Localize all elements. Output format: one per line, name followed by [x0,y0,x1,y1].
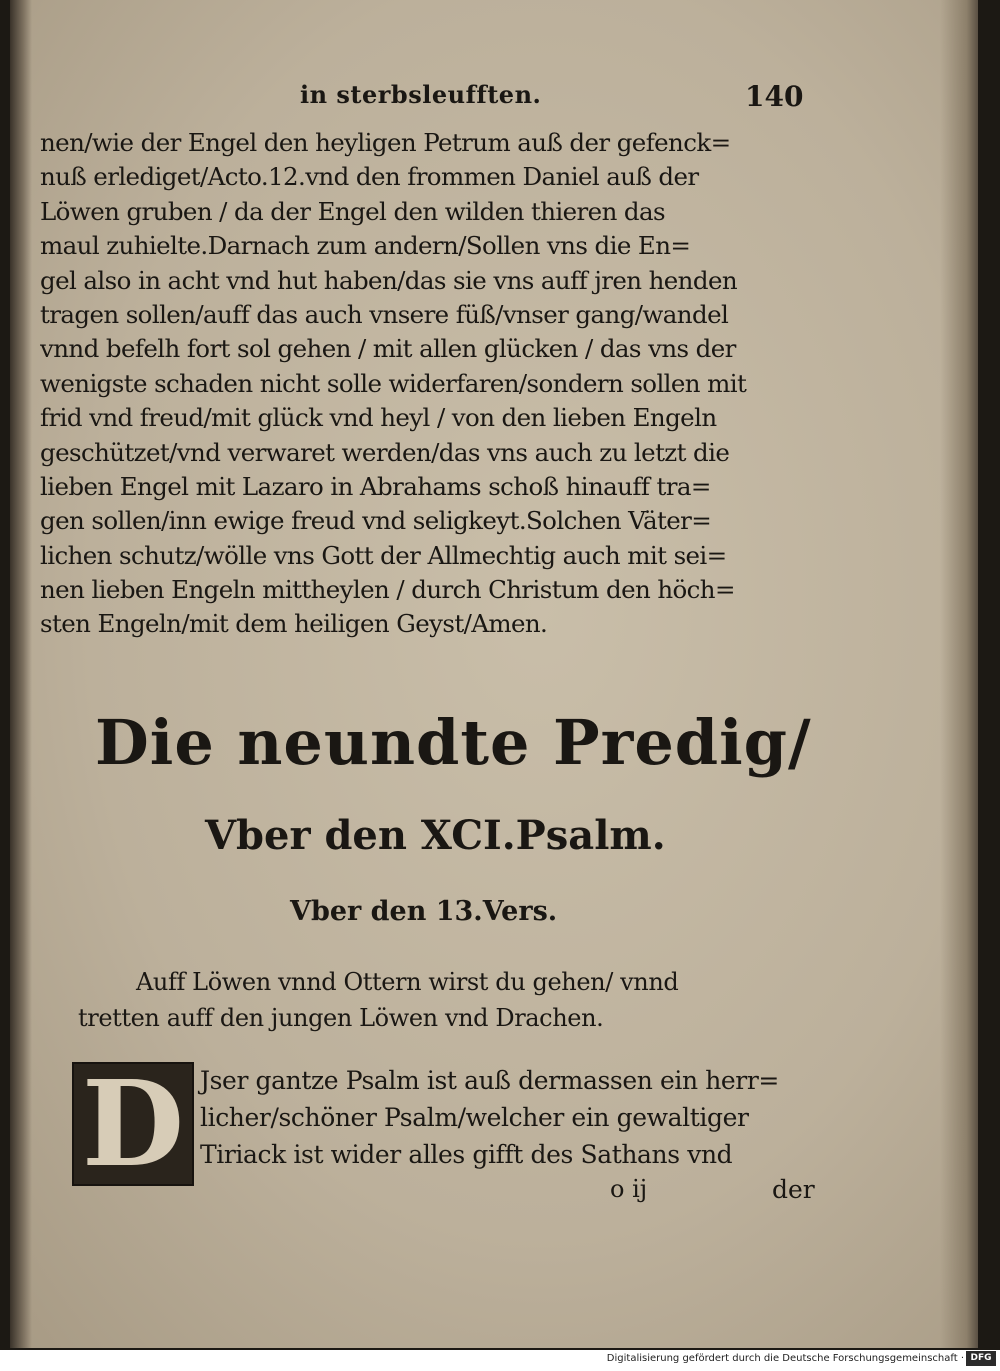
catchword: der [772,1175,815,1204]
folio-number: 140 [745,80,804,113]
text-line: geschützet/vnd verwaret werden/das vns auch zu letzt die [40,437,730,467]
text-line: maul zuhielte.Darnach zum andern/Sollen vns die En= [40,231,691,261]
text-line: nen lieben Engeln mittheylen / durch Christum den höch= [40,575,735,605]
initial-letter: D [81,1054,185,1193]
text-line: nen/wie der Engel den heyligen Petrum auß der gefenck= [40,128,731,157]
dfg-logo: DFG [966,1351,996,1366]
decorated-initial [72,1054,194,1193]
text-line: sten Engeln/mit dem heiligen Geyst/Amen. [40,609,548,639]
text-line: frid vnd freud/mit glück vnd heyl / von den lieben Engeln [40,403,717,433]
text-line: vnnd befelh fort sol gehen / mit allen glücken / das vns der [40,334,736,364]
text-line: gen sollen/inn ewige freud vnd seligkeyt.Solchen Väter= [40,506,712,536]
sermon-title: Die neundte Predig/ [95,706,812,779]
text-line: nuß erlediget/Acto.12.vnd den frommen Daniel auß der [40,162,699,192]
body-text [40,126,830,642]
opening-text [200,1062,840,1173]
text-line: Löwen gruben / da der Engel den wilden thieren das [40,196,665,226]
page-gutter-shadow [10,0,32,1348]
verse-line: Auff Löwen vnnd Ottern wirst du gehen/ vnnd [136,968,679,996]
text-line: tragen sollen/auff das auch vnsere füß/vnser gang/wandel [40,299,729,329]
verse-line: tretten auff den jungen Löwen vnd Drachen. [78,1004,604,1032]
footer-credit: Digitalisierung gefördert durch die Deutsche Forschungsgemeinschaft · [606,1353,964,1364]
text-line: gel also in acht vnd hut haben/das sie vns auff jren henden [40,265,738,295]
verse-label: Vber den 13.Vers. [290,896,558,927]
page-edge-shadow [940,0,978,1348]
opening-line: Tiriack ist wider alles gifft des Sathans vnd [200,1140,733,1169]
text-line: lieben Engel mit Lazaro in Abrahams schoß hinauff tra= [40,471,711,501]
opening-line: licher/schöner Psalm/welcher ein gewaltiger [200,1103,749,1132]
running-head: in sterbsleufften. [300,80,542,109]
text-line: wenigste schaden nicht solle widerfaren/sondern sollen mit [40,368,747,398]
signature-mark: o ij [610,1175,648,1203]
verse-text [78,964,838,1036]
text-line: lichen schutz/wölle vns Gott der Allmechtig auch mit sei= [40,540,727,570]
opening-line: Jser gantze Psalm ist auß dermassen ein herr= [200,1066,779,1095]
sermon-subtitle: Vber den XCI.Psalm. [205,812,666,859]
